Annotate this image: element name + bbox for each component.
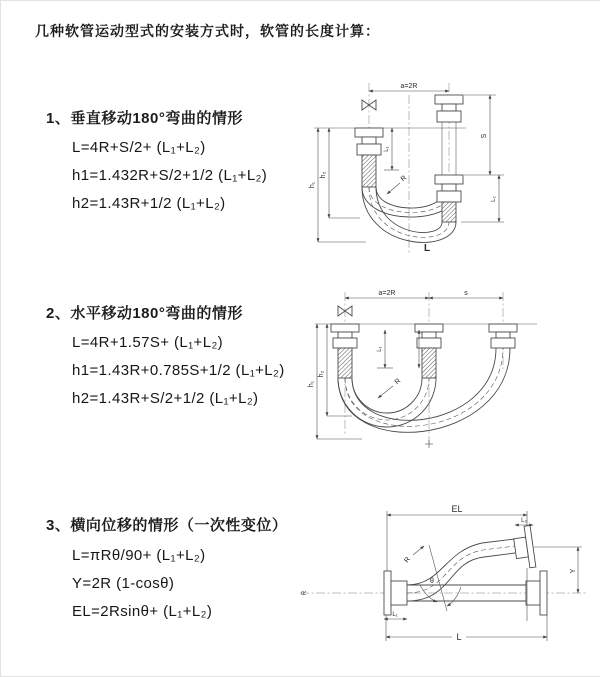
formula-h2: h2=1.43R+S/2+1/2 (L₁+L₂) bbox=[72, 390, 259, 407]
dim-label-h1: h₁ bbox=[308, 380, 315, 388]
dim-label-l2: L₂ bbox=[491, 196, 497, 202]
left-connector bbox=[331, 324, 359, 378]
formula-h1: h1=1.43R+0.785S+1/2 (L₁+L₂) bbox=[72, 362, 285, 379]
right-connector-upper bbox=[435, 95, 463, 122]
braided-hose-section bbox=[362, 155, 376, 187]
section-2-formulas bbox=[72, 329, 285, 413]
formula-el: EL=2Rsinθ+ (L₁+L₂) bbox=[72, 603, 213, 620]
right-connector-lower bbox=[435, 175, 463, 222]
curved-hose bbox=[407, 539, 515, 601]
formula-h2: h2=1.43R+1/2 (L₁+L₂) bbox=[72, 195, 226, 212]
upper-flange bbox=[512, 525, 536, 569]
end-mark-label: R bbox=[302, 590, 308, 596]
dimension-labels bbox=[308, 290, 468, 387]
section-3-heading: 3、横向位移的情形（一次性变位） bbox=[46, 517, 288, 534]
diagram-lateral-displacement bbox=[294, 501, 594, 651]
braided-hose-section bbox=[442, 202, 456, 222]
right-connector bbox=[489, 324, 517, 348]
section-2-heading: 2、水平移动180°弯曲的情形 bbox=[46, 305, 243, 322]
braided-hose-section bbox=[338, 348, 352, 378]
dim-label-h1: h₁ bbox=[309, 181, 316, 189]
section-1-formulas bbox=[72, 134, 267, 218]
dimension-lines bbox=[384, 511, 582, 641]
formula-length: L=πRθ/90+ (L₁+L₂) bbox=[72, 547, 206, 564]
angle-label: θ bbox=[430, 578, 434, 585]
dim-label-l1: L₁ bbox=[377, 346, 383, 352]
formula-y: Y=2R (1-cosθ) bbox=[72, 575, 175, 592]
page-title: 几种软管运动型式的安装方式时，软管的长度计算： bbox=[35, 23, 380, 39]
dim-label-s: S bbox=[481, 133, 488, 139]
dim-label-span: a=2R bbox=[400, 83, 418, 90]
dim-label-el: EL bbox=[451, 504, 463, 514]
dimension-lines bbox=[318, 91, 504, 242]
dim-label-h2: h₂ bbox=[320, 171, 327, 179]
braided-hose-section bbox=[422, 348, 436, 378]
formula-h1: h1=1.432R+S/2+1/2 (L₁+L₂) bbox=[72, 167, 268, 184]
left-flange bbox=[384, 571, 407, 615]
length-label: L bbox=[424, 243, 431, 254]
section-3-formulas bbox=[72, 542, 212, 626]
radius-label: R bbox=[393, 377, 403, 387]
dim-label-span: a=2R bbox=[378, 290, 396, 297]
dim-label-h2: h₂ bbox=[318, 370, 325, 378]
dimension-labels bbox=[302, 504, 577, 642]
dim-label-l1: L₁ bbox=[384, 146, 390, 152]
formula-length: L=4R+1.57S+ (L₁+L₂) bbox=[72, 334, 224, 351]
diagram-horizontal-movement bbox=[307, 284, 542, 464]
diagram-vertical-movement bbox=[304, 75, 539, 256]
formula-length: L=4R+S/2+ (L₁+L₂) bbox=[72, 139, 206, 156]
radius-label: R bbox=[399, 174, 409, 184]
length-label: L bbox=[456, 632, 462, 642]
radius-label: R bbox=[403, 556, 413, 565]
dim-label-l2: L₂ bbox=[521, 518, 527, 524]
section-1-heading: 1、垂直移动180°弯曲的情形 bbox=[46, 110, 243, 127]
dim-label-l1: L₁ bbox=[392, 612, 398, 618]
dim-label-y: Y bbox=[570, 568, 577, 574]
left-connector bbox=[355, 128, 383, 187]
dim-label-shift: s bbox=[464, 290, 468, 297]
